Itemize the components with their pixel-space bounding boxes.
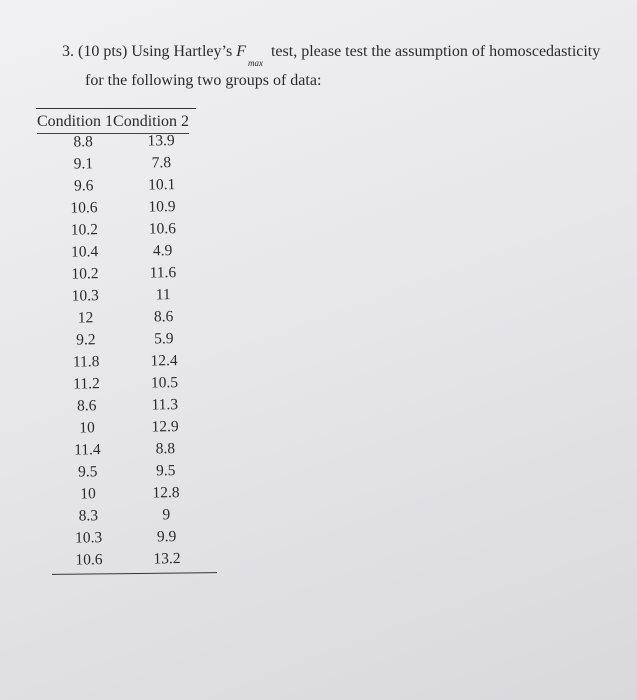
cell-condition-1: 10.2 bbox=[70, 221, 99, 239]
header-condition-1: Condition 1 bbox=[37, 113, 114, 130]
cell-condition-2: 7.8 bbox=[151, 154, 172, 172]
cell-condition-1: 10 bbox=[79, 419, 95, 437]
cell-condition-2: 9.9 bbox=[156, 528, 177, 546]
cell-condition-2: 9.5 bbox=[155, 462, 176, 480]
cell-condition-2: 13.2 bbox=[153, 550, 181, 568]
cell-condition-1: 8.6 bbox=[76, 397, 97, 415]
question-prefix: 3. (10 pts) Using Hartley’s bbox=[62, 43, 237, 60]
cell-condition-2: 13.9 bbox=[147, 132, 175, 150]
cell-condition-1: 9.2 bbox=[76, 331, 96, 349]
f-max-subscript: max bbox=[247, 58, 263, 69]
cell-condition-1: 9.1 bbox=[73, 155, 94, 173]
cell-condition-1: 11.2 bbox=[73, 375, 100, 393]
cell-condition-2: 12.8 bbox=[152, 484, 180, 502]
table-bottom-rule bbox=[52, 572, 217, 575]
cell-condition-2: 10.5 bbox=[150, 374, 179, 392]
cell-condition-2: 10.9 bbox=[148, 198, 176, 216]
question-text bbox=[62, 40, 602, 93]
cell-condition-2: 4.9 bbox=[152, 242, 173, 260]
question-suffix: test, please test the assumption of homoscedasticity bbox=[270, 43, 601, 60]
cell-condition-1: 10.3 bbox=[74, 529, 103, 547]
cell-condition-1: 10.3 bbox=[71, 287, 99, 305]
cell-condition-1: 10.2 bbox=[71, 265, 99, 283]
cell-condition-2: 10.1 bbox=[148, 176, 176, 194]
question-line-1 bbox=[62, 40, 602, 69]
f-symbol: F bbox=[236, 43, 246, 60]
cell-condition-2: 11.3 bbox=[151, 396, 179, 414]
table-top-rule bbox=[36, 108, 196, 109]
cell-condition-1: 11.4 bbox=[74, 441, 101, 459]
cell-condition-1: 9.5 bbox=[77, 463, 98, 481]
cell-condition-1: 8.3 bbox=[78, 507, 99, 525]
cell-condition-2: 8.8 bbox=[155, 440, 176, 458]
cell-condition-1: 12 bbox=[77, 309, 94, 327]
question-line-2: for the following two groups of data: bbox=[85, 72, 322, 90]
cell-condition-1: 11.8 bbox=[72, 353, 100, 371]
data-table-body bbox=[40, 132, 181, 574]
cell-condition-2: 11.6 bbox=[149, 264, 177, 282]
cell-condition-2: 9 bbox=[162, 506, 171, 524]
cell-condition-2: 12.4 bbox=[150, 352, 178, 370]
table-header bbox=[37, 113, 189, 131]
cell-condition-2: 8.6 bbox=[153, 308, 174, 326]
cell-condition-1: 10.6 bbox=[70, 199, 98, 217]
cell-condition-2: 11 bbox=[155, 286, 171, 304]
cell-condition-1: 10.4 bbox=[70, 243, 99, 261]
cell-condition-2: 10.6 bbox=[148, 220, 177, 238]
cell-condition-1: 8.8 bbox=[73, 133, 93, 151]
cell-condition-2: 12.9 bbox=[151, 418, 179, 436]
cell-condition-1: 10 bbox=[80, 485, 96, 503]
header-condition-2: Condition 2 bbox=[113, 113, 190, 130]
cell-condition-2: 5.9 bbox=[154, 330, 174, 348]
cell-condition-1: 10.6 bbox=[75, 551, 103, 569]
f-max-symbol bbox=[236, 43, 271, 69]
cell-condition-1: 9.6 bbox=[73, 177, 94, 195]
